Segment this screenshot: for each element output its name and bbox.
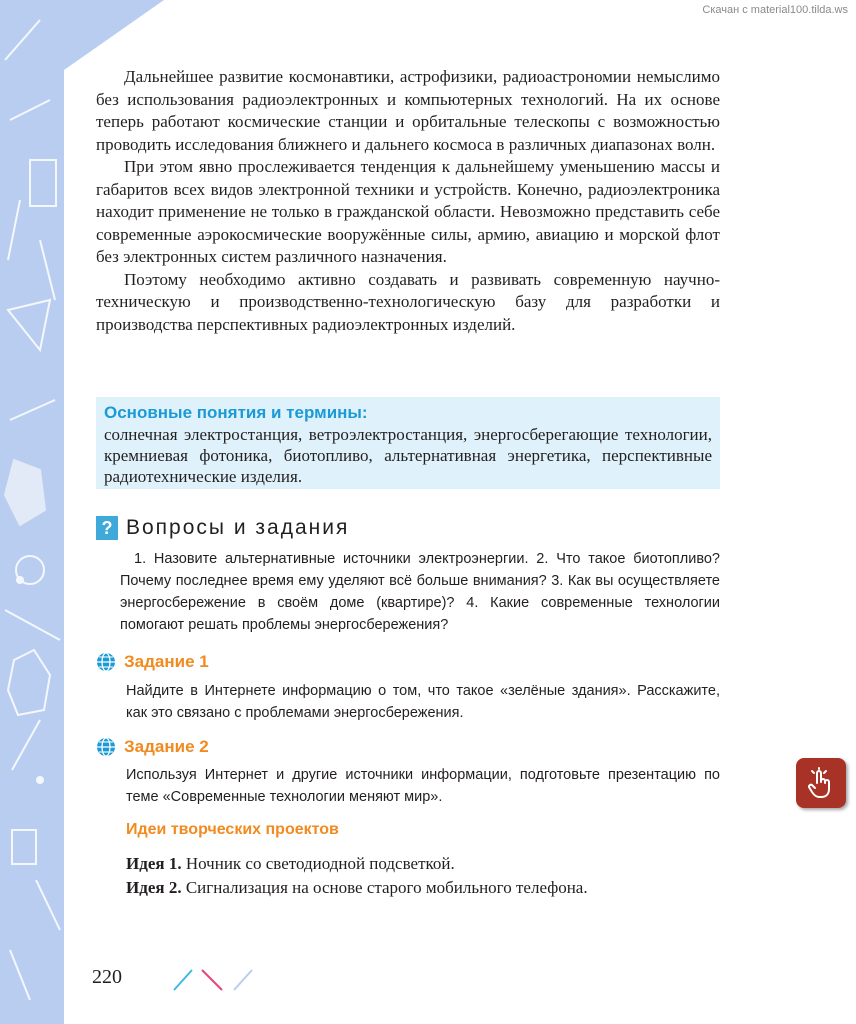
key-terms-title: Основные понятия и термины:	[104, 403, 368, 422]
questions-header	[96, 516, 349, 540]
paragraph: Поэтому необходимо активно создавать и развивать современную научно-техническую и производственно-технологическую базу для разработки и производства перспективных радиоэлектронных изделий.	[96, 269, 720, 334]
idea-label: Идея 1.	[126, 854, 182, 873]
project-ideas-title: Идеи творческих проектов	[126, 821, 339, 838]
key-terms-body: солнечная электростанция, ветроэлектростанция, энергосберегающие технологии, кремниевая фотоника, биотопливо, альтернативная энергетика, перспективные радиотехнические изделия.	[104, 425, 712, 486]
idea-text: Сигнализация на основе старого мобильного телефона.	[185, 878, 588, 897]
internet-globe-icon	[96, 737, 116, 757]
task-1-header	[96, 652, 209, 672]
hand-pointer-icon	[806, 767, 836, 799]
project-ideas-list	[126, 852, 588, 900]
question-mark-icon: ?	[96, 516, 118, 540]
paragraph: Дальнейшее развитие космонавтики, астрофизики, радиоастрономии немыслимо без использования радиоэлектронных и компьютерных технологий. На их основе теперь работают космические станции и орбитальные телескопы с возможностью проводить исследования ближнего и дальнего космоса в различных диапазонах волн.	[96, 67, 720, 154]
decorative-sidebar	[0, 0, 64, 1024]
key-terms-box	[96, 397, 720, 489]
task-2-text: Используя Интернет и другие источники информации, подготовьте презентацию по теме «Современные технологии меняют мир».	[126, 767, 720, 805]
task-1-title: Задание 1	[124, 652, 209, 671]
task-2-title: Задание 2	[124, 737, 209, 756]
task-2-header	[96, 737, 209, 757]
idea-item	[126, 876, 588, 900]
download-watermark: Скачан с material100.tilda.ws	[702, 4, 848, 16]
main-text	[96, 66, 720, 336]
questions-text: 1. Назовите альтернативные источники электроэнергии. 2. Что такое биотопливо? Почему последнее время ему уделяют всё больше внимания? 3. Как вы осуществляете энергосбережение в своём доме (квартире)? 4. Какие современные технологии помогают решать проблемы энергосбережения?	[120, 551, 720, 633]
page-corner	[64, 0, 164, 70]
idea-item	[126, 852, 588, 876]
tap-hand-button[interactable]	[796, 758, 846, 808]
idea-label: Идея 2.	[126, 878, 182, 897]
geometric-pattern-icon	[0, 0, 64, 1024]
decorative-slashes-icon	[170, 968, 260, 992]
questions-title: Вопросы и задания	[126, 516, 350, 539]
internet-globe-icon	[96, 652, 116, 672]
paragraph: При этом явно прослеживается тенденция к дальнейшему уменьшению массы и габаритов всех видов электронной техники и устройств. Конечно, радиоэлектроника находит применение не только в гражданской области. Невозможно представить себе современные аэрокосмические вооружённые силы, армию, авиацию и морской флот без электронных систем различного назначения.	[96, 157, 720, 266]
idea-text: Ночник со светодиодной подсветкой.	[185, 854, 455, 873]
task-1-text: Найдите в Интернете информацию о том, что такое «зелёные здания». Расскажите, как это связано с проблемами энергосбережения.	[126, 683, 720, 721]
page-number: 220	[92, 966, 122, 988]
